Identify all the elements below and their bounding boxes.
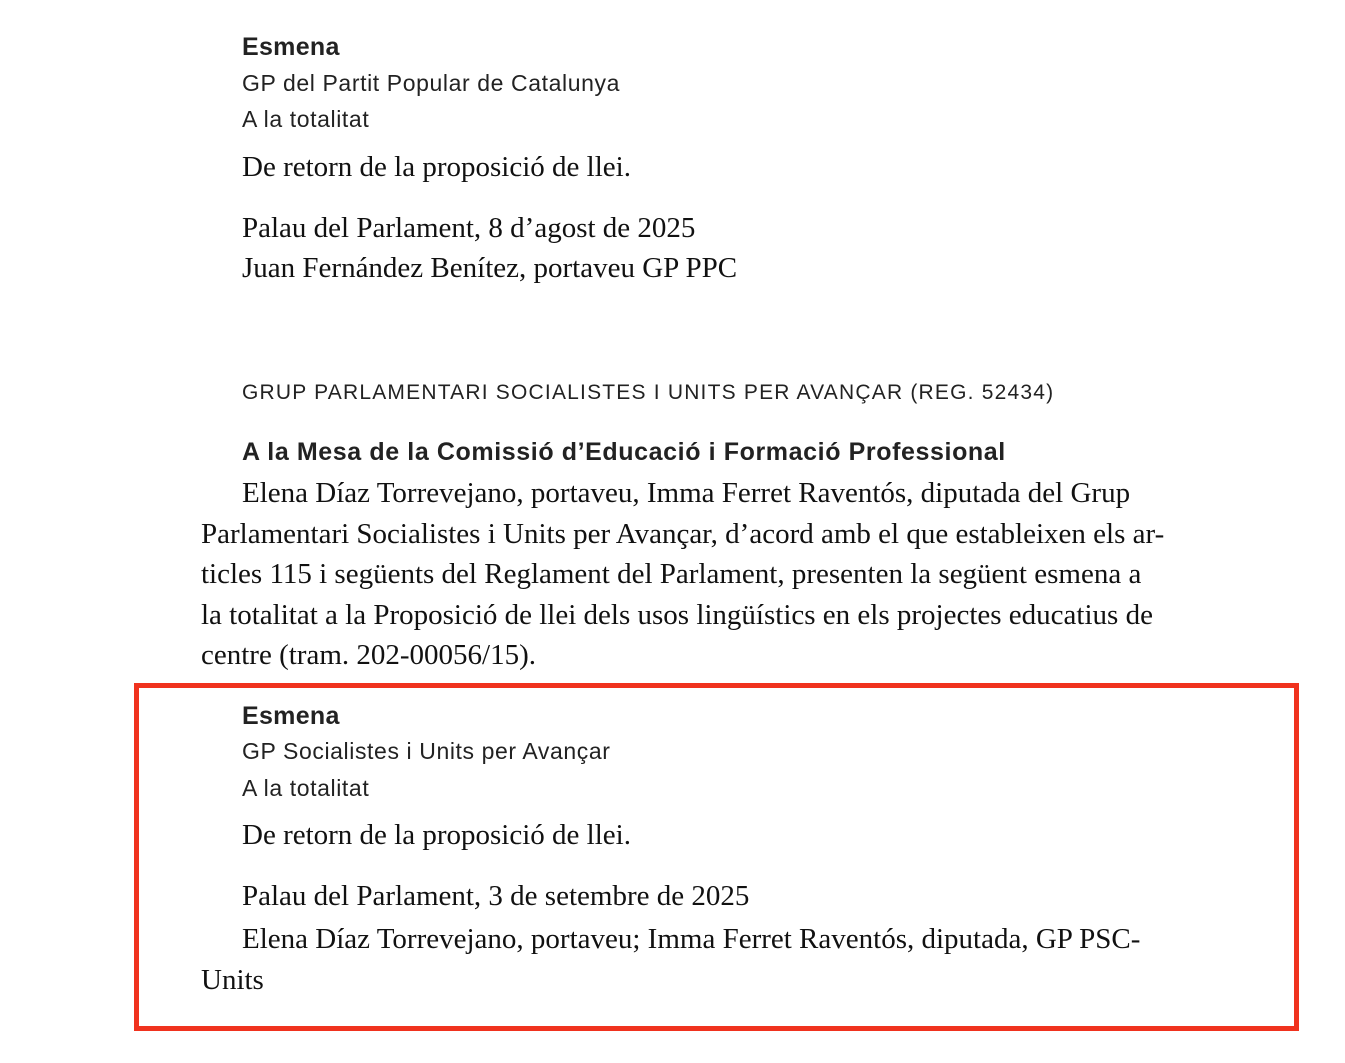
amendment-place-date-psc: Palau del Parlament, 3 de setembre de 2025 xyxy=(242,880,750,912)
addressee-heading: A la Mesa de la Comissió d’Educació i Formació Professional xyxy=(242,438,1006,466)
amendment-heading-psc: Esmena xyxy=(242,702,340,730)
intro-line: Parlamentari Socialistes i Units per Avançar, d’acord amb el que estableixen els ar- xyxy=(201,517,1165,550)
amendment-scope-ppc: A la totalitat xyxy=(242,106,370,132)
intro-paragraph xyxy=(201,473,1267,676)
intro-line: la totalitat a la Proposició de llei dels usos lingüístics en els projectes educatius de xyxy=(201,598,1153,631)
amendment-group-psc: GP Socialistes i Units per Avançar xyxy=(242,738,611,764)
amendment-content-ppc: De retorn de la proposició de llei. xyxy=(242,151,631,183)
amendment-content-psc: De retorn de la proposició de llei. xyxy=(242,819,631,851)
signature-line: Units xyxy=(201,964,264,996)
amendment-signature-ppc: Juan Fernández Benítez, portaveu GP PPC xyxy=(242,252,738,284)
amendment-place-date-ppc: Palau del Parlament, 8 d’agost de 2025 xyxy=(242,212,696,244)
amendment-signature-psc xyxy=(201,919,1267,1001)
group-header-psc: GRUP PARLAMENTARI SOCIALISTES I UNITS PER AVANÇAR (REG. 52434) xyxy=(242,381,1055,404)
amendment-heading-ppc: Esmena xyxy=(242,33,340,61)
intro-line: centre (tram. 202-00056/15). xyxy=(201,639,537,671)
amendment-scope-psc: A la totalitat xyxy=(242,775,370,801)
signature-line: Elena Díaz Torrevejano, portaveu; Imma Ferret Raventós, diputada, GP PSC- xyxy=(242,923,1141,955)
intro-line: ticles 115 i següents del Reglament del Parlament, presenten la següent esmena a xyxy=(201,558,1142,590)
intro-line: Elena Díaz Torrevejano, portaveu, Imma Ferret Raventós, diputada del Grup xyxy=(242,477,1131,509)
amendment-group-ppc: GP del Partit Popular de Catalunya xyxy=(242,70,620,96)
